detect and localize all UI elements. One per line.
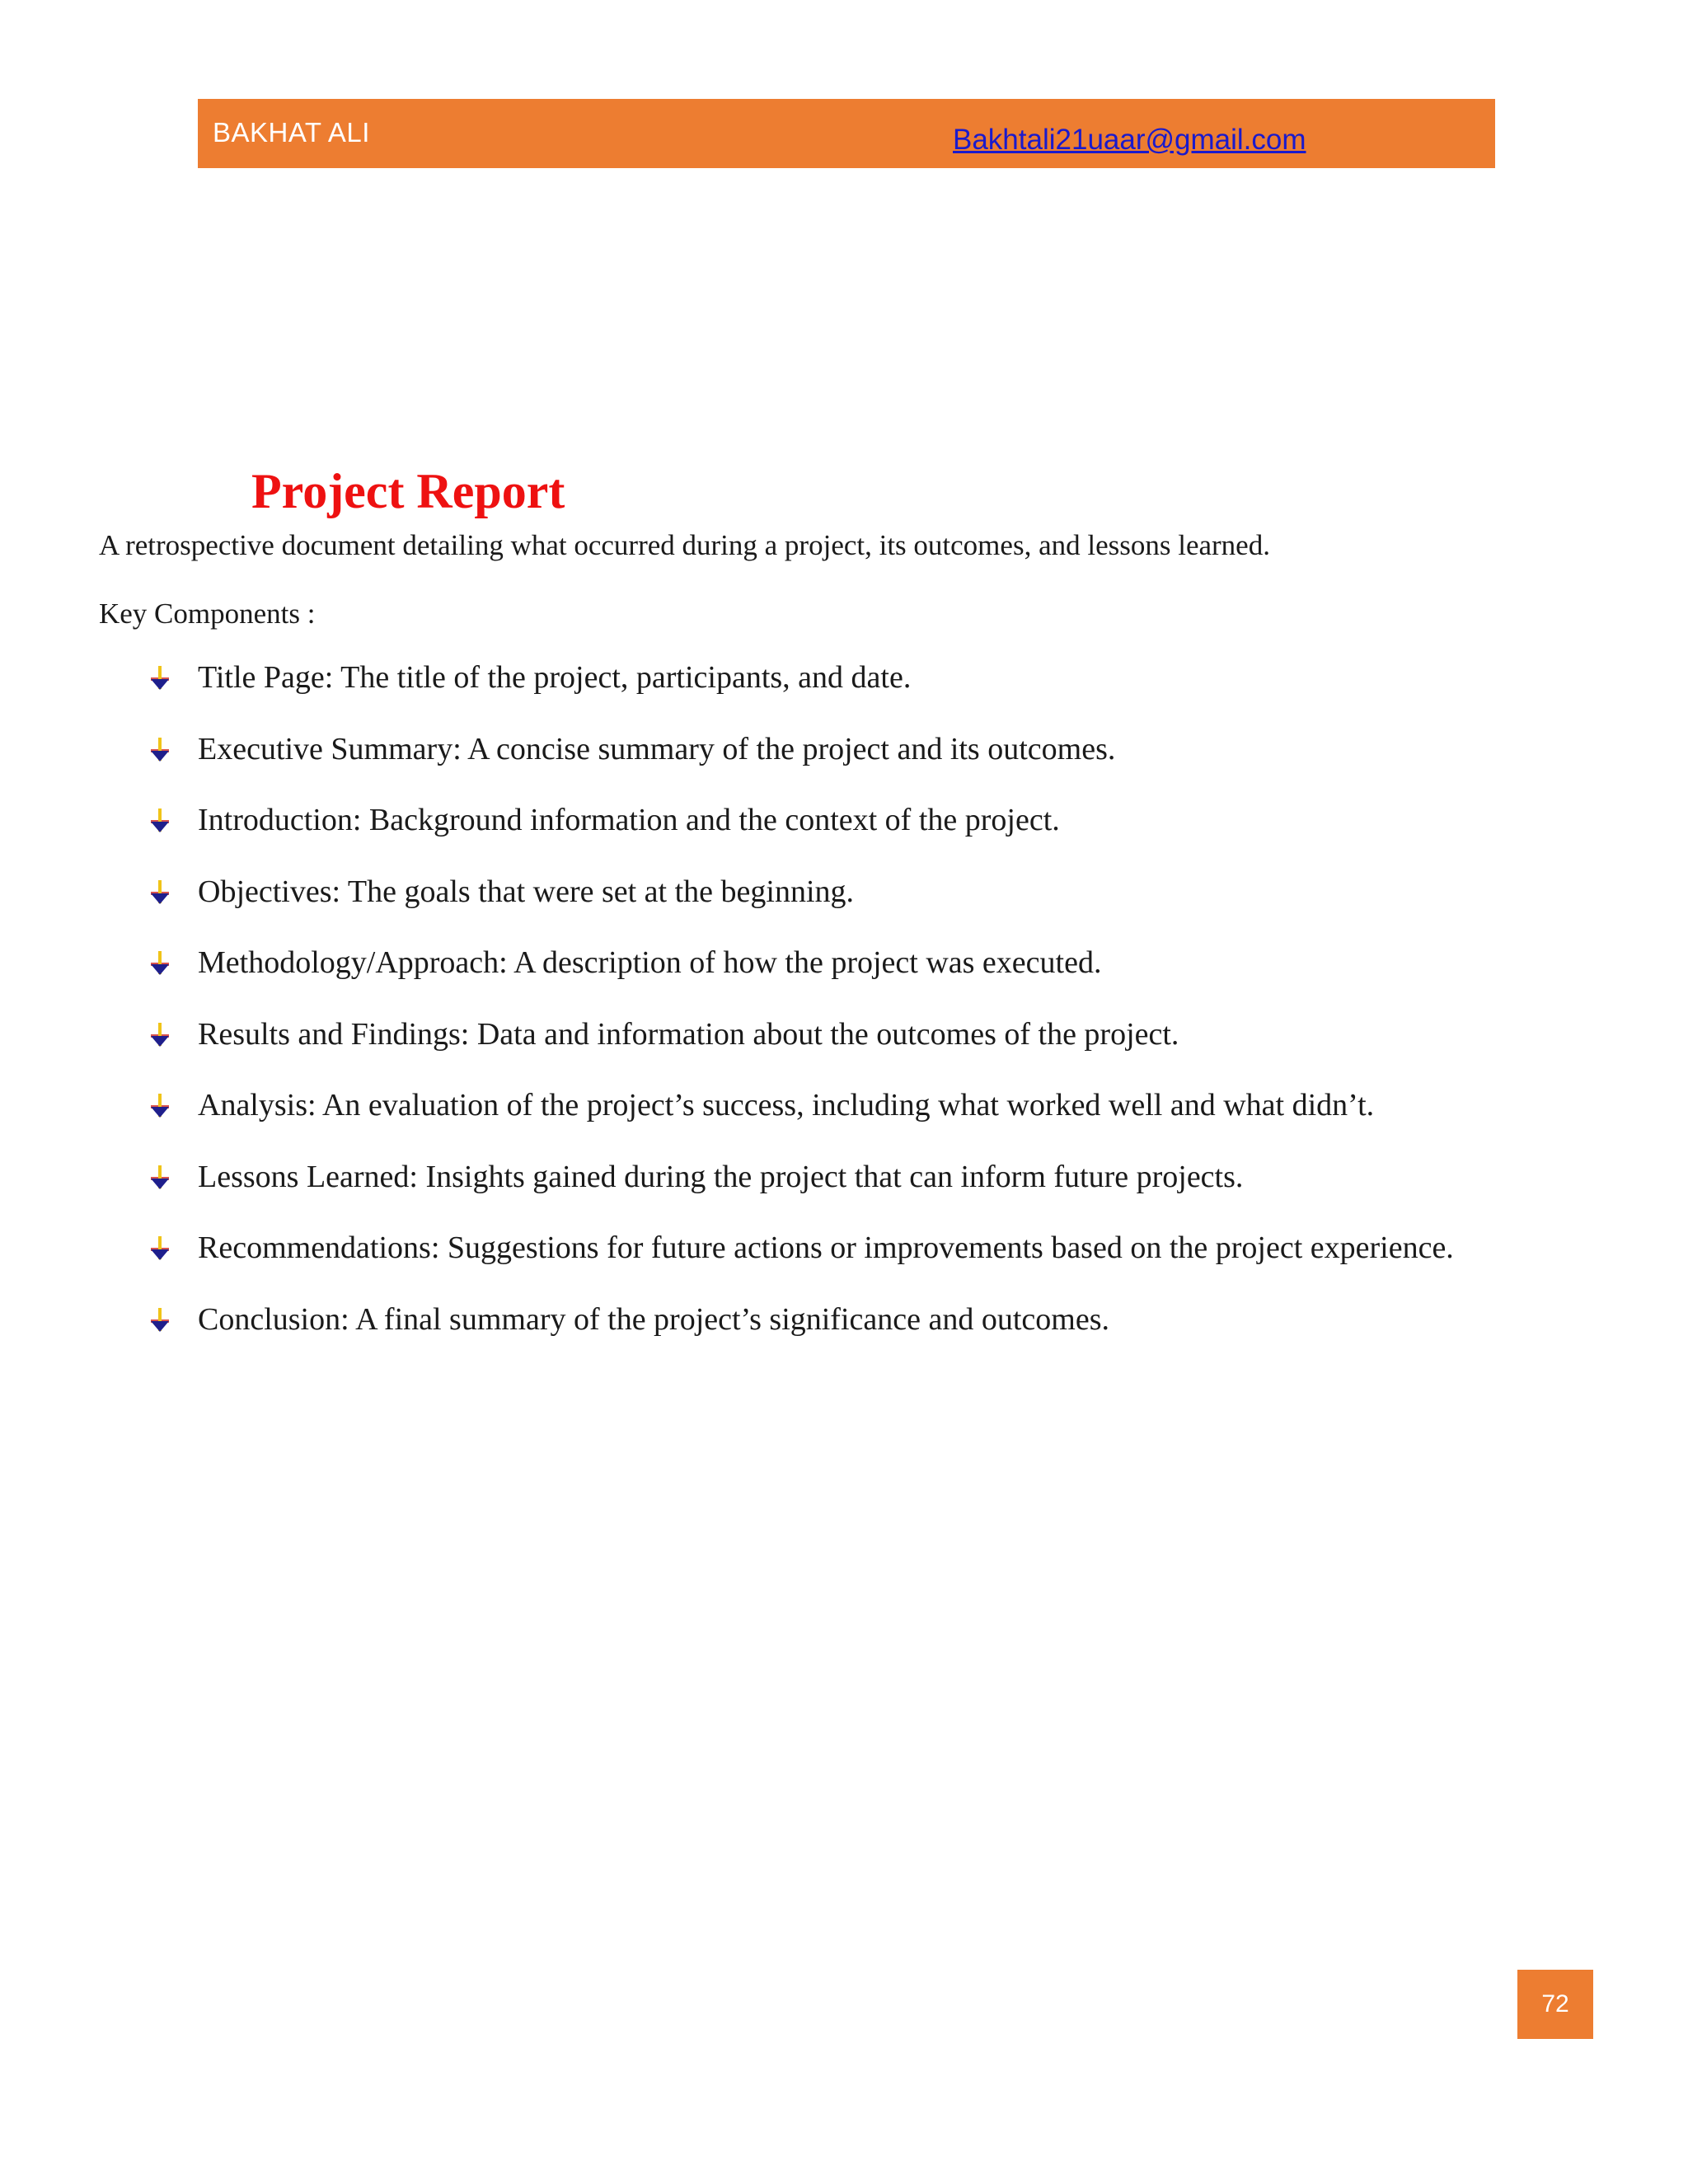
component-conclusion: Conclusion: A final summary of the project’s significance and outcomes. bbox=[198, 1301, 1109, 1337]
component-executive-summary: Executive Summary: A concise summary of the project and its outcomes. bbox=[198, 731, 1116, 766]
component-analysis: Analysis: An evaluation of the project’s success, including what worked well and what didn’t. bbox=[198, 1088, 1375, 1122]
down-arrow-bullet-icon bbox=[148, 1236, 171, 1261]
author-email-link[interactable]: Bakhtali21uaar@gmail.com bbox=[953, 124, 1306, 156]
down-arrow-bullet-icon bbox=[148, 1308, 171, 1333]
down-arrow-bullet-icon bbox=[148, 880, 171, 905]
component-objectives: Objectives: The goals that were set at the beginning. bbox=[198, 874, 855, 909]
component-title-page: Title Page: The title of the project, participants, and date. bbox=[198, 660, 912, 695]
page-number-badge bbox=[1517, 1970, 1593, 2039]
down-arrow-bullet-icon bbox=[148, 1165, 171, 1190]
down-arrow-bullet-icon bbox=[148, 738, 171, 762]
component-recommendations: Recommendations: Suggestions for future actions or improvements based on the project experience. bbox=[198, 1230, 1454, 1265]
page-number: 72 bbox=[1541, 1990, 1569, 2018]
intro-paragraph: A retrospective document detailing what occurred during a project, its outcomes, and lessons learned. bbox=[99, 529, 1270, 561]
component-methodology: Methodology/Approach: A description of how the project was executed. bbox=[198, 945, 1102, 980]
down-arrow-bullet-icon bbox=[148, 666, 171, 691]
component-results: Results and Findings: Data and information about the outcomes of the project. bbox=[198, 1016, 1179, 1052]
component-introduction: Introduction: Background information and the context of the project. bbox=[198, 803, 1060, 837]
down-arrow-bullet-icon bbox=[148, 1094, 171, 1118]
down-arrow-bullet-icon bbox=[148, 951, 171, 976]
down-arrow-bullet-icon bbox=[148, 808, 171, 833]
author-name: BAKHAT ALI bbox=[213, 117, 370, 148]
page-title: Project Report bbox=[251, 464, 565, 518]
down-arrow-bullet-icon bbox=[148, 1023, 171, 1047]
header-bar bbox=[198, 99, 1495, 168]
key-components-heading: Key Components : bbox=[99, 598, 316, 630]
component-lessons-learned: Lessons Learned: Insights gained during the project that can inform future projects. bbox=[198, 1159, 1244, 1194]
